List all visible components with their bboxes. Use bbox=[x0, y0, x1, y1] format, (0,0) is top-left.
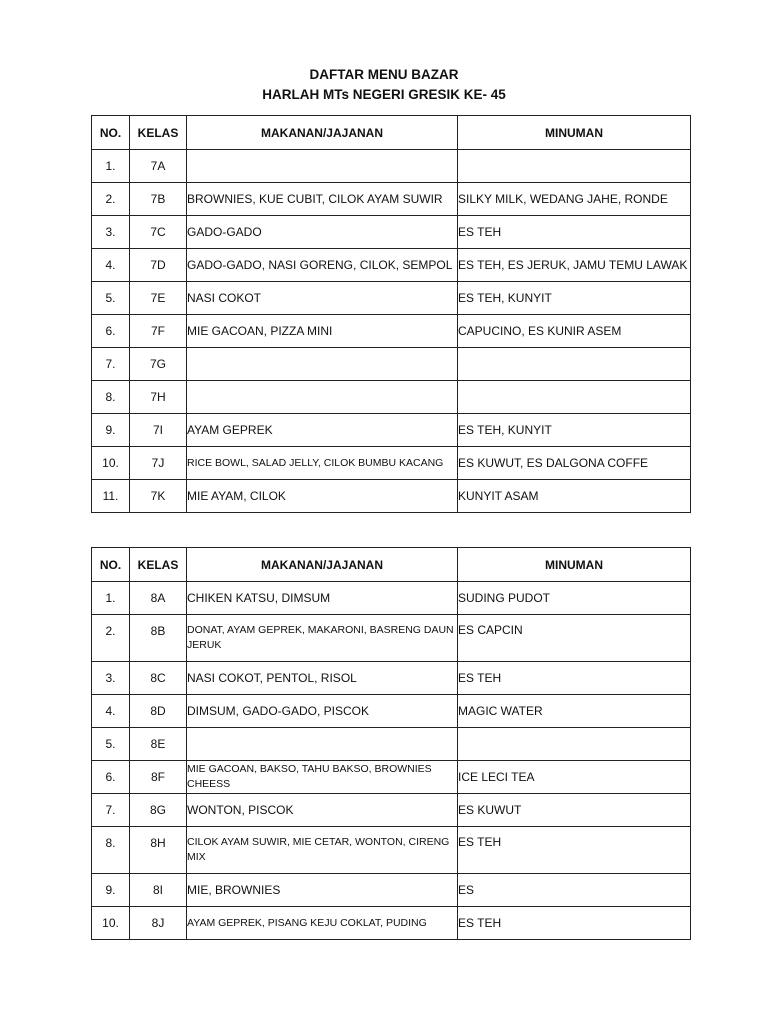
menu-table-grade-8 bbox=[91, 547, 691, 940]
food-items: DONAT, AYAM GEPREK, MAKARONI, BASRENG DAUN JERUK bbox=[187, 615, 458, 662]
drink-items: ES TEH bbox=[458, 216, 691, 249]
drink-items: MAGIC WATER bbox=[458, 695, 691, 728]
row-number: 8. bbox=[92, 381, 130, 414]
food-items: MIE, BROWNIES bbox=[187, 874, 458, 907]
drink-items: ES TEH bbox=[458, 662, 691, 695]
food-items: AYAM GEPREK, PISANG KEJU COKLAT, PUDING bbox=[187, 907, 458, 940]
class-name: 8I bbox=[130, 874, 187, 907]
food-items: GADO-GADO, NASI GORENG, CILOK, SEMPOL bbox=[187, 249, 458, 282]
table-row bbox=[92, 794, 691, 827]
header-makanan: MAKANAN/JAJANAN bbox=[187, 548, 458, 582]
table-row bbox=[92, 827, 691, 874]
table-row bbox=[92, 249, 691, 282]
table-row bbox=[92, 662, 691, 695]
row-number: 5. bbox=[92, 728, 130, 761]
class-name: 7K bbox=[130, 480, 187, 513]
row-number: 11. bbox=[92, 480, 130, 513]
table-row bbox=[92, 348, 691, 381]
drink-items: SILKY MILK, WEDANG JAHE, RONDE bbox=[458, 183, 691, 216]
table-row bbox=[92, 183, 691, 216]
drink-items bbox=[458, 728, 691, 761]
drink-items: KUNYIT ASAM bbox=[458, 480, 691, 513]
food-items bbox=[187, 728, 458, 761]
food-items: MIE GACOAN, BAKSO, TAHU BAKSO, BROWNIES CHEESS bbox=[187, 761, 458, 794]
row-number: 3. bbox=[92, 216, 130, 249]
class-name: 7D bbox=[130, 249, 187, 282]
class-name: 7A bbox=[130, 150, 187, 183]
class-name: 7G bbox=[130, 348, 187, 381]
food-items: RICE BOWL, SALAD JELLY, CILOK BUMBU KACANG bbox=[187, 447, 458, 480]
row-number: 4. bbox=[92, 249, 130, 282]
row-number: 4. bbox=[92, 695, 130, 728]
class-name: 7I bbox=[130, 414, 187, 447]
table-row bbox=[92, 907, 691, 940]
row-number: 6. bbox=[92, 761, 130, 794]
header-minuman: MINUMAN bbox=[458, 116, 691, 150]
header-minuman: MINUMAN bbox=[458, 548, 691, 582]
table-row bbox=[92, 447, 691, 480]
food-items: NASI COKOT, PENTOL, RISOL bbox=[187, 662, 458, 695]
class-name: 7E bbox=[130, 282, 187, 315]
class-name: 8D bbox=[130, 695, 187, 728]
table-body-grade-7 bbox=[92, 150, 691, 513]
food-items: CHIKEN KATSU, DIMSUM bbox=[187, 582, 458, 615]
food-items: AYAM GEPREK bbox=[187, 414, 458, 447]
row-number: 7. bbox=[92, 348, 130, 381]
row-number: 9. bbox=[92, 414, 130, 447]
class-name: 8A bbox=[130, 582, 187, 615]
class-name: 8G bbox=[130, 794, 187, 827]
class-name: 7C bbox=[130, 216, 187, 249]
table-row bbox=[92, 414, 691, 447]
header-no: NO. bbox=[92, 116, 130, 150]
drink-items: ES KUWUT, ES DALGONA COFFE bbox=[458, 447, 691, 480]
table-row bbox=[92, 874, 691, 907]
row-number: 2. bbox=[92, 183, 130, 216]
class-name: 8C bbox=[130, 662, 187, 695]
class-name: 8F bbox=[130, 761, 187, 794]
food-items: BROWNIES, KUE CUBIT, CILOK AYAM SUWIR bbox=[187, 183, 458, 216]
row-number: 9. bbox=[92, 874, 130, 907]
drink-items bbox=[458, 348, 691, 381]
food-items: GADO-GADO bbox=[187, 216, 458, 249]
drink-items: ES TEH, KUNYIT bbox=[458, 282, 691, 315]
class-name: 8J bbox=[130, 907, 187, 940]
menu-table-grade-7 bbox=[91, 115, 691, 513]
food-items: MIE AYAM, CILOK bbox=[187, 480, 458, 513]
drink-items: ES CAPCIN bbox=[458, 615, 691, 662]
class-name: 7H bbox=[130, 381, 187, 414]
food-items: WONTON, PISCOK bbox=[187, 794, 458, 827]
class-name: 7J bbox=[130, 447, 187, 480]
class-name: 7B bbox=[130, 183, 187, 216]
row-number: 1. bbox=[92, 582, 130, 615]
header-kelas: KELAS bbox=[130, 548, 187, 582]
row-number: 5. bbox=[92, 282, 130, 315]
table-header-row bbox=[92, 116, 691, 150]
table-row bbox=[92, 615, 691, 662]
drink-items bbox=[458, 150, 691, 183]
row-number: 6. bbox=[92, 315, 130, 348]
header-kelas: KELAS bbox=[130, 116, 187, 150]
table-row bbox=[92, 695, 691, 728]
table-row bbox=[92, 381, 691, 414]
drink-items: ES TEH, KUNYIT bbox=[458, 414, 691, 447]
row-number: 10. bbox=[92, 447, 130, 480]
row-number: 10. bbox=[92, 907, 130, 940]
table-row bbox=[92, 761, 691, 794]
row-number: 1. bbox=[92, 150, 130, 183]
food-items: MIE GACOAN, PIZZA MINI bbox=[187, 315, 458, 348]
food-items: CILOK AYAM SUWIR, MIE CETAR, WONTON, CIRENG MIX bbox=[187, 827, 458, 874]
table-row bbox=[92, 315, 691, 348]
drink-items: ES TEH bbox=[458, 827, 691, 874]
drink-items: ES TEH bbox=[458, 907, 691, 940]
class-name: 8E bbox=[130, 728, 187, 761]
table-row bbox=[92, 728, 691, 761]
table-body-grade-8 bbox=[92, 582, 691, 940]
row-number: 7. bbox=[92, 794, 130, 827]
class-name: 7F bbox=[130, 315, 187, 348]
drink-items: ICE LECI TEA bbox=[458, 761, 691, 794]
food-items bbox=[187, 348, 458, 381]
table-row bbox=[92, 582, 691, 615]
header-no: NO. bbox=[92, 548, 130, 582]
food-items bbox=[187, 150, 458, 183]
row-number: 3. bbox=[92, 662, 130, 695]
document-title: DAFTAR MENU BAZAR bbox=[309, 67, 459, 82]
drink-items: SUDING PUDOT bbox=[458, 582, 691, 615]
row-number: 2. bbox=[92, 615, 130, 662]
class-name: 8H bbox=[130, 827, 187, 874]
food-items: NASI COKOT bbox=[187, 282, 458, 315]
class-name: 8B bbox=[130, 615, 187, 662]
table-row bbox=[92, 282, 691, 315]
header-makanan: MAKANAN/JAJANAN bbox=[187, 116, 458, 150]
document-subtitle: HARLAH MTs NEGERI GRESIK KE- 45 bbox=[262, 87, 506, 102]
food-items bbox=[187, 381, 458, 414]
food-items: DIMSUM, GADO-GADO, PISCOK bbox=[187, 695, 458, 728]
drink-items: ES bbox=[458, 874, 691, 907]
drink-items bbox=[458, 381, 691, 414]
drink-items: ES KUWUT bbox=[458, 794, 691, 827]
drink-items: CAPUCINO, ES KUNIR ASEM bbox=[458, 315, 691, 348]
table-row bbox=[92, 216, 691, 249]
row-number: 8. bbox=[92, 827, 130, 874]
table-row bbox=[92, 150, 691, 183]
table-header-row bbox=[92, 548, 691, 582]
table-row bbox=[92, 480, 691, 513]
drink-items: ES TEH, ES JERUK, JAMU TEMU LAWAK bbox=[458, 249, 691, 282]
